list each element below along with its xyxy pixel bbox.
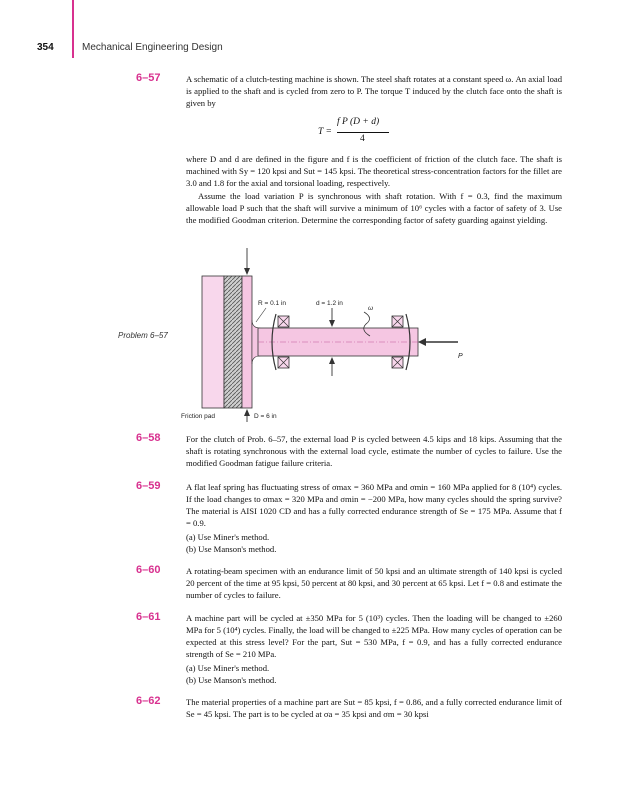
problem-6-59-text: A flat leaf spring has fluctuating stress of σmax = 360 MPa and σmin = 160 MPa applied for 8 (10⁴) cycles. If the load changes to σmax = 320 MPa and σmin = −200 MPa, how many cycles should the spring survive? The material is AISI 1020 CD and has a fully corrected endurance strength of Se = 175 MPa. Assume that f = 0.9.: [186, 482, 562, 529]
friction-pad: [202, 276, 224, 408]
bearing-box-right-top: [392, 316, 403, 327]
problem-6-57-text-1: A schematic of a clutch-testing machine is shown. The steel shaft rotates at a constant speed ω. An axial load is applied to the shaft and is cycled from zero to P. The torque T induced by the clutch face onto the shaft is given by: [186, 74, 562, 109]
problem-6-61-part-a: (a) Use Miner's method.: [186, 663, 270, 673]
equation-denominator: 4: [360, 134, 365, 144]
problem-6-58-text: For the clutch of Prob. 6–57, the external load P is cycled between 4.5 kips and 18 kips. Assuming that the shaft is rotating synchronous with the external load cycle, estimate the number of cycles to failure. Use the modified Goodman fatigue failure criteria.: [186, 434, 562, 469]
fraction-bar: [337, 132, 389, 133]
flange: [242, 276, 252, 408]
radius-leader: [256, 308, 266, 322]
problem-number-6-60: 6–60: [136, 564, 161, 576]
problem-number-6-57: 6–57: [136, 72, 161, 84]
problem-number-6-61: 6–61: [136, 611, 161, 623]
figure-side-label: Problem 6–57: [118, 331, 168, 340]
problem-number-6-59: 6–59: [136, 480, 161, 492]
problem-6-61-text: A machine part will be cycled at ±350 MPa for 5 (10³) cycles. Then the loading will be changed to ±260 MPa for 5 (10⁴) cycles. Finally, the load will be changed to ±225 MPa. How many cycles of operation can be expected at this stress level? For the part, Sut = 530 MPa, f = 0.9, and has a fully corrected endurance strength of Se = 210 MPa.: [186, 613, 562, 660]
problem-6-57-text-3: Assume the load variation P is synchronous with shaft rotation. With f = 0.3, find the maximum allowable load P such that the shaft will survive a minimum of 10⁶ cycles with a factor of safety of 3. Use the modified Goodman criterion. Determine the corresponding factor of safety guarding against yielding.: [186, 191, 562, 226]
header-rule: [72, 0, 74, 58]
clutch-figure: [176, 244, 486, 424]
bearing-box-left-top: [278, 316, 289, 327]
label-small-d: d = 1.2 in: [316, 300, 343, 307]
label-big-d: D = 6 in: [254, 413, 277, 420]
problem-6-61-part-b: (b) Use Manson's method.: [186, 675, 277, 685]
problem-6-57-text-2: where D and d are defined in the figure and f is the coefficient of friction of the clutch face. The shaft is machined with Sy = 120 kpsi and Sut = 145 kpsi. The theoretical stress-concentration factors for the fillet are 3.0 and 1.8 for the axial and torsional loading, respectively.: [186, 154, 562, 189]
label-radius: R = 0.1 in: [258, 300, 287, 307]
bearing-box-right-bottom: [392, 357, 403, 368]
page-number: 354: [37, 42, 54, 53]
book-title: Mechanical Engineering Design: [82, 42, 223, 53]
clutch-plate: [224, 276, 242, 408]
problem-6-59-part-b: (b) Use Manson's method.: [186, 544, 277, 554]
label-load: P: [458, 353, 463, 360]
problem-6-59-part-a: (a) Use Miner's method.: [186, 532, 270, 542]
label-omega: ω: [368, 305, 374, 312]
bearing-box-left-bottom: [278, 357, 289, 368]
problem-number-6-62: 6–62: [136, 695, 161, 707]
label-friction-pad: Friction pad: [181, 413, 215, 420]
problem-number-6-58: 6–58: [136, 432, 161, 444]
problem-6-62-text: The material properties of a machine part are Sut = 85 kpsi, f = 0.86, and a fully corrected endurance limit of Se = 45 kpsi. The part is to be cycled at σa = 35 kpsi and σm = 30 kpsi: [186, 697, 562, 720]
equation-numerator: f P (D + d): [337, 117, 380, 127]
equation-lhs: T =: [318, 127, 332, 137]
problem-6-60-text: A rotating-beam specimen with an endurance limit of 50 kpsi and an ultimate strength of 140 kpsi is cycled 20 percent of the time at 95 kpsi, 50 percent at 80 kpsi, and 30 percent at 65 kpsi. Let f = 0.8 and estimate the number of cycles to failure.: [186, 566, 562, 601]
